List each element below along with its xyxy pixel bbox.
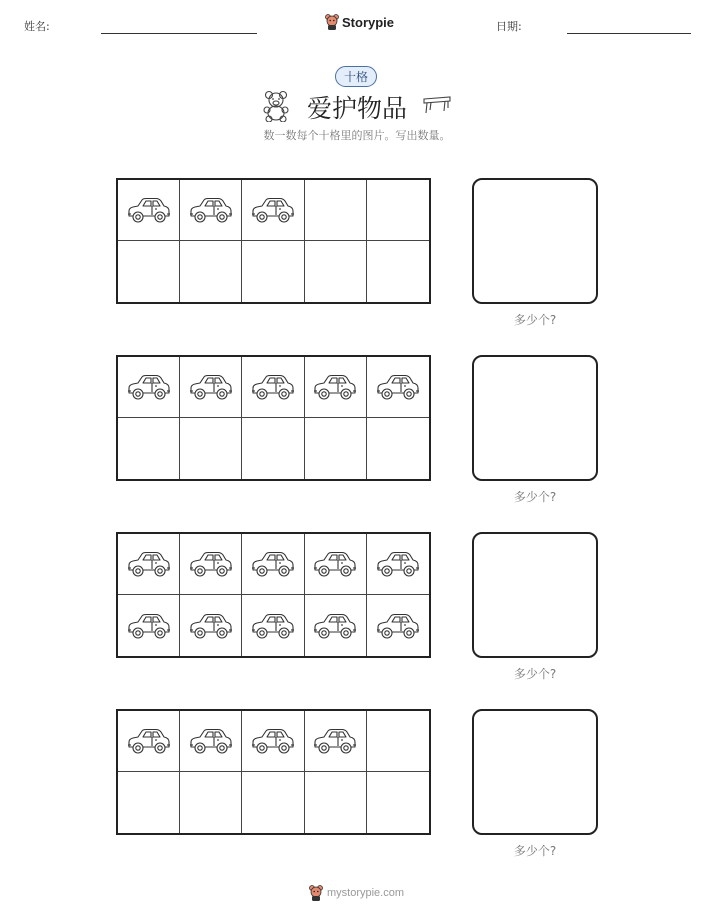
instructions: 数一数每个十格里的图片。写出数量。 — [263, 129, 451, 142]
frame-cell — [180, 180, 242, 241]
how-many-prompt-1: 多少个? — [513, 313, 557, 327]
car-icon — [188, 611, 234, 641]
car-icon — [250, 549, 296, 579]
frame-cell — [180, 241, 242, 302]
frame-cell — [242, 772, 304, 833]
frame-cell — [242, 180, 304, 241]
frame-cell — [367, 595, 429, 656]
car-icon — [375, 549, 421, 579]
car-icon — [188, 195, 234, 225]
frame-cell — [118, 595, 180, 656]
frame-cell — [118, 241, 180, 302]
car-icon — [188, 372, 234, 402]
car-icon — [188, 549, 234, 579]
frame-cell — [242, 241, 304, 302]
answer-box-4[interactable] — [472, 709, 598, 835]
how-many-prompt-2: 多少个? — [513, 490, 557, 504]
car-icon — [126, 726, 172, 756]
frame-cell — [180, 711, 242, 772]
frame-cell — [242, 534, 304, 595]
car-icon — [126, 195, 172, 225]
footer-website: mystorypie.com — [327, 887, 405, 899]
car-icon — [312, 611, 358, 641]
car-icon — [312, 549, 358, 579]
frame-cell — [305, 595, 367, 656]
frame-cell — [118, 180, 180, 241]
frame-cell — [305, 418, 367, 479]
car-icon — [375, 611, 421, 641]
frame-cell — [242, 357, 304, 418]
frame-cell — [118, 711, 180, 772]
frame-cell — [180, 357, 242, 418]
ten-frame-1 — [116, 178, 431, 304]
ten-frame-tag: 十格 — [335, 66, 377, 87]
bear-mascot-icon — [309, 884, 323, 902]
car-icon — [188, 726, 234, 756]
frame-cell — [367, 357, 429, 418]
frame-cell — [305, 772, 367, 833]
brand-name: Storypie — [342, 14, 395, 30]
frame-cell — [242, 595, 304, 656]
frame-cell — [180, 534, 242, 595]
car-icon — [250, 372, 296, 402]
bench-icon — [422, 96, 452, 116]
frame-cell — [305, 711, 367, 772]
car-icon — [312, 726, 358, 756]
bear-mascot-icon — [325, 13, 339, 31]
answer-box-2[interactable] — [472, 355, 598, 481]
frame-cell — [242, 711, 304, 772]
ten-frame-3 — [116, 532, 431, 658]
ten-frame-4 — [116, 709, 431, 835]
frame-cell — [305, 357, 367, 418]
worksheet-title: 爱护物品 — [306, 94, 407, 123]
frame-cell — [367, 711, 429, 772]
frame-cell — [367, 418, 429, 479]
frame-cell — [118, 418, 180, 479]
frame-cell — [367, 180, 429, 241]
ten-frame-2 — [116, 355, 431, 481]
frame-cell — [367, 534, 429, 595]
footer — [309, 884, 404, 902]
car-icon — [312, 372, 358, 402]
frame-cell — [180, 595, 242, 656]
brand-logo — [325, 13, 394, 31]
frame-cell — [118, 534, 180, 595]
frame-cell — [305, 241, 367, 302]
answer-box-1[interactable] — [472, 178, 598, 304]
car-icon — [126, 549, 172, 579]
car-icon — [250, 195, 296, 225]
frame-cell — [305, 534, 367, 595]
car-icon — [126, 372, 172, 402]
car-icon — [375, 372, 421, 402]
date-label: 日期: — [496, 20, 522, 33]
answer-box-3[interactable] — [472, 532, 598, 658]
car-icon — [126, 611, 172, 641]
frame-cell — [305, 180, 367, 241]
frame-cell — [118, 772, 180, 833]
date-field-line[interactable] — [567, 33, 691, 34]
frame-cell — [118, 357, 180, 418]
how-many-prompt-3: 多少个? — [513, 667, 557, 681]
frame-cell — [242, 418, 304, 479]
name-label: 姓名: — [24, 20, 50, 33]
how-many-prompt-4: 多少个? — [513, 844, 557, 858]
frame-cell — [180, 418, 242, 479]
frame-cell — [367, 772, 429, 833]
name-field-line[interactable] — [101, 33, 257, 34]
frame-cell — [180, 772, 242, 833]
car-icon — [250, 726, 296, 756]
frame-cell — [367, 241, 429, 302]
car-icon — [250, 611, 296, 641]
